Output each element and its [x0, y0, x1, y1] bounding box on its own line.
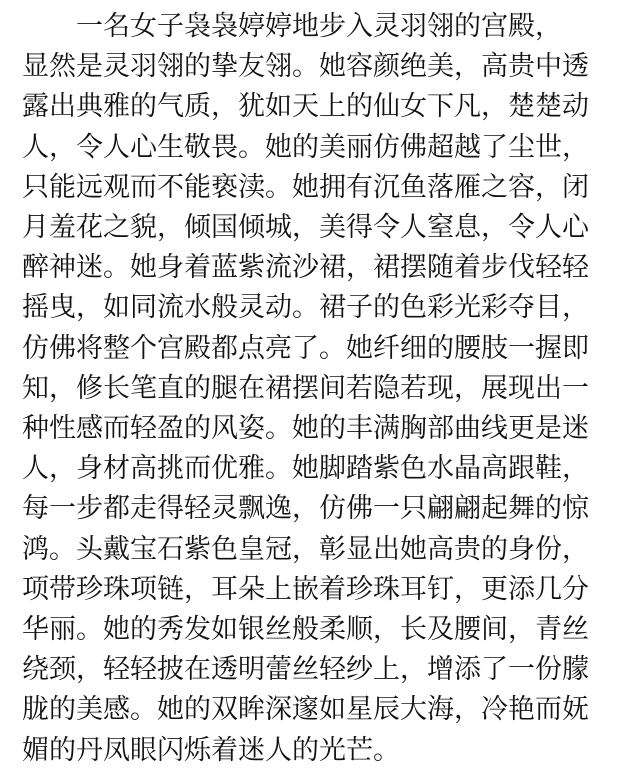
- text-line: 显然是灵羽翎的挚友翎。她容颜绝美，高贵中透: [22, 51, 589, 83]
- text-line: 一名女子袅袅婷婷地步入灵羽翎的宫殿，: [76, 11, 562, 42]
- text-line: 月羞花之貌，倾国倾城，美得令人窒息，令人心: [22, 212, 589, 244]
- text-line: 只能远观而不能亵渎。她拥有沉鱼落雁之容，闭: [22, 171, 589, 203]
- paragraph: [22, 7, 622, 771]
- text-line: 人，令人心生敬畏。她的美丽仿佛超越了尘世，: [22, 131, 589, 163]
- text-line: 露出典雅的气质，犹如天上的仙女下凡，楚楚动: [22, 91, 589, 123]
- text-line: 醉神迷。她身着蓝紫流沙裙，裙摆随着步伐轻轻: [22, 252, 589, 284]
- text-line: 每一步都走得轻灵飘逸，仿佛一只翩翩起舞的惊: [22, 493, 589, 525]
- text-line: 鸿。头戴宝石紫色皇冠，彰显出她高贵的身份，: [22, 533, 589, 565]
- text-line: 种性感而轻盈的风姿。她的丰满胸部曲线更是迷: [22, 413, 589, 445]
- text-line: 华丽。她的秀发如银丝般柔顺，长及腰间，青丝: [22, 614, 589, 646]
- text-line: 仿佛将整个宫殿都点亮了。她纤细的腰肢一握即: [22, 332, 589, 364]
- text-line: 摇曳，如同流水般灵动。裙子的色彩光彩夺目，: [22, 292, 589, 324]
- text-line: 人，身材高挑而优雅。她脚踏紫色水晶高跟鞋，: [22, 453, 589, 485]
- text-line: 媚的丹凤眼闪烁着迷人的光芒。: [22, 734, 400, 766]
- text-line: 胧的美感。她的双眸深邃如星辰大海，冷艳而妩: [22, 694, 589, 726]
- text-line: 知，修长笔直的腿在裙摆间若隐若现，展现出一: [22, 372, 589, 404]
- text-line: 绕颈，轻轻披在透明蕾丝轻纱上，增添了一份朦: [22, 654, 589, 686]
- text-line: 项带珍珠项链，耳朵上嵌着珍珠耳钉，更添几分: [22, 573, 589, 605]
